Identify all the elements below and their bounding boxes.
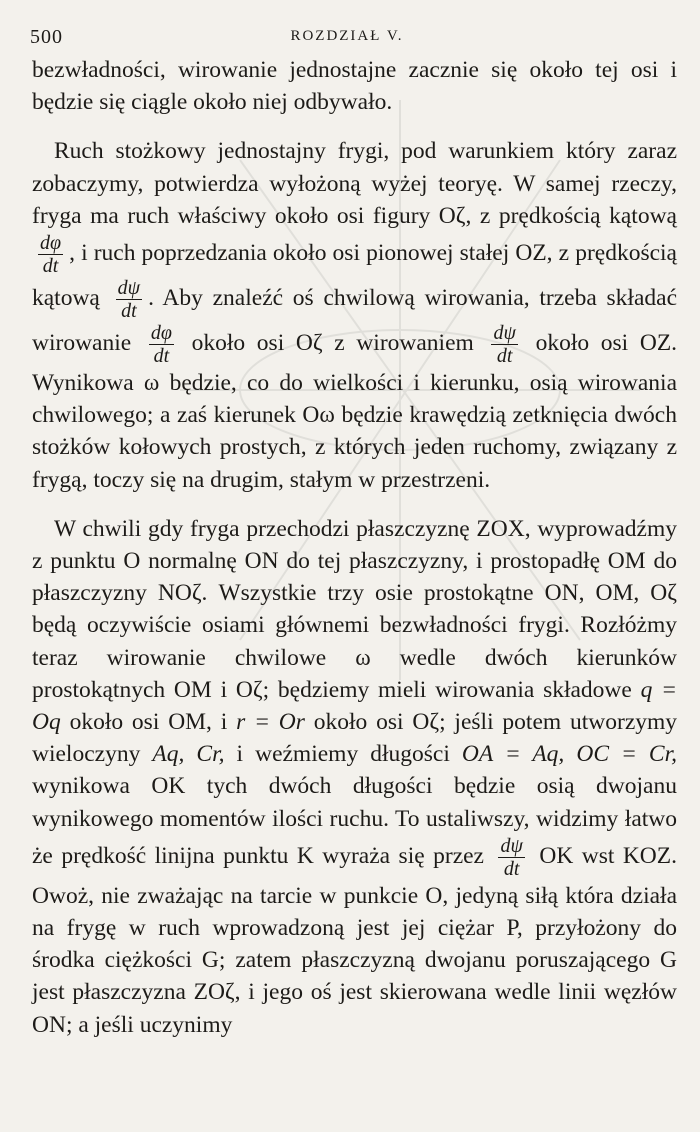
text-segment: około osi Oζ; jeśli potem utworzymy wieloczyny xyxy=(32,709,678,768)
text-segment: wynikowa OK tych dwóch długości będzie osią dwojanu wynikowego momentów ilości ruchu. To ustaliwszy, widzimy łatwo że prędkość linijna punktu K wyraża się przez xyxy=(32,773,677,869)
text-segment: i ruch poprzedzania około osi pionowej stałej OZ, z prędkością kątową xyxy=(32,239,677,311)
text-segment: i weźmiemy długości xyxy=(236,741,450,768)
math-polygons: Aq, Cr, xyxy=(152,741,225,768)
paragraph-1 xyxy=(32,54,677,118)
text-segment: około osi Oζ z wirowaniem xyxy=(191,329,474,356)
fraction-dpsi-dt: $\frac{d\psi}{dt}$ xyxy=(493,322,516,368)
page-number: 500 xyxy=(30,26,63,48)
text-segment: bezwładności, wirowanie jednostajne zacznie się około tej osi i będzie się ciągle około niej odbywało. xyxy=(32,57,677,116)
text-segment: . Aby znaleźć oś chwilową wirowania, trzeba składać wirowanie xyxy=(32,284,677,356)
text-segment: około osi OZ. Wynikowa ω będzie, co do wielkości i kierunku, osią wirowania chwilowego; a zaś kierunek Oω będzie krawędzią zetknięcia dwóch stożków kołowych prostych, z których jeden ruchomy, związany z frygą, toczy się na drugim, stałym w przestrzeni. xyxy=(32,329,678,493)
page-header xyxy=(30,26,664,50)
paragraph-3 xyxy=(32,513,677,1041)
math-r: r = Or xyxy=(236,709,305,736)
text-segment: Ruch stożkowy jednostajny frygi, pod warunkiem który zaraz zobaczymy, potwierdza wyłożoną wyżej teoryę. W samej rzeczy, fryga ma ruch właściwy około osi figury Oζ, z prędkością kątową xyxy=(32,138,677,229)
body-text xyxy=(32,54,677,1041)
fraction-dpsi-dt: $\frac{d\psi}{dt}$ xyxy=(500,834,523,880)
running-head: ROZDZIAŁ V. xyxy=(290,28,404,44)
text-segment: W chwili gdy fryga przechodzi płaszczyznę ZOX, wyprowadźmy z punktu O normalnę ON do tej płaszczyzny, i prostopadłę OM do płaszczyzny NOζ. Wszystkie trzy osie prostokątne ON, OM, Oζ będą oczywiście osiami głównemi bezwładności frygi. Rozłóżmy teraz wirowanie chwilowe ω wedle dwóch kierunków prostokątnych OM i Oζ; będziemy mieli wirowania składowe xyxy=(32,515,677,703)
paragraph-2: Ruch stożkowy jednostajny frygi, pod warunkiem który zaraz zobaczymy, potwierdza wyłożoną wyżej teoryę. W samej rzeczy, fryga ma ruch właściwy około osi figury Oζ, z prędkością kątową $\frac{d\varphi}{dt}$ , i ruch poprzedzania około osi pionowej stałej OZ, z prędkością kątową $\frac{d\psi}{dt}$ . Aby znaleźć oś chwilową wirowania, trzeba składać wirowanie $\frac{d\varphi}{dt}$ około osi Oζ z wirowaniem $\frac{d\psi}{dt}$ około osi OZ. Wynikowa ω będzie, co do wielkości i kierunku, osią wirowania chwilowego; a zaś kierunek Oω będzie krawędzią zetknięcia dwóch stożków kołowych prostych, z których jeden ruchomy, związany z frygą, toczy się na drugim, stałym w przestrzeni. xyxy=(32,138,678,493)
fraction-dphi-dt: $\frac{d\varphi}{dt}$ xyxy=(150,322,172,368)
math-lengths: OA = Aq, OC = Cr, xyxy=(461,741,678,768)
text-segment: około osi OM, i xyxy=(69,709,228,736)
fraction-dphi-dt: $\frac{d\varphi}{dt}$ xyxy=(40,232,62,278)
text-segment: OK wst KOZ. Owoż, nie zważając na tarcie w punkcie O, jedyną siłą która działa na frygę w ruch wprowadzoną jest jej ciężar P, przyłożony do środka ciężkości G; zatem płaszczyzną dwojanu poruszającego G jest płaszczyzna ZOζ, i jego oś jest skierowana wedle linii węzłów ON; a jeśli uczynimy xyxy=(32,842,678,1038)
fraction-dpsi-dt: $\frac{d\psi}{dt}$ xyxy=(117,277,141,323)
math-q: q = Oq xyxy=(32,676,677,736)
